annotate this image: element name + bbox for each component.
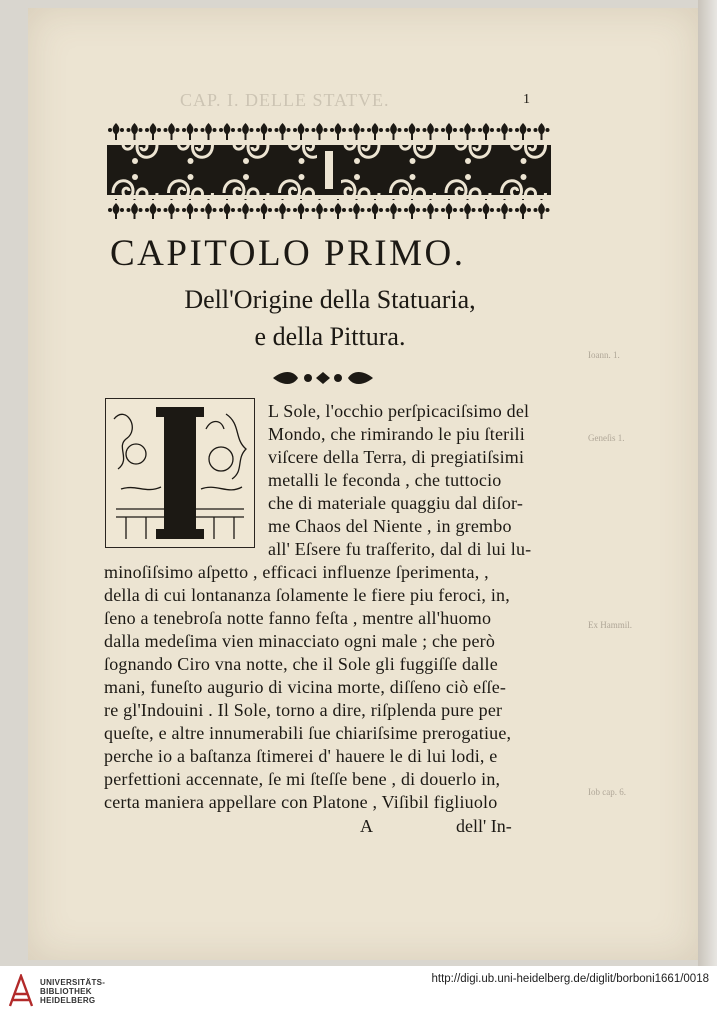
text-line: L Sole, l'occhio perſpicaciſsimo del <box>268 401 530 421</box>
faint-margin-note: Ioann. 1. <box>588 350 620 360</box>
viewer-footer <box>0 966 717 1016</box>
page-edge <box>698 0 717 966</box>
text-line: ſeno a tenebroſa notte fanno feſta , mentre all'huomo <box>104 608 492 628</box>
library-logo-icon[interactable] <box>8 974 34 1008</box>
text-line: mani, funeſto augurio di vicina morte, diſſeno ciò eſſe- <box>104 677 507 697</box>
text-line: perfettioni accennate, ſe mi ſteſſe bene , di douerlo in, <box>104 769 501 789</box>
bleed-through-heading: CAP. I. DELLE STATVE. <box>180 90 390 110</box>
faint-margin-note: Geneſis 1. <box>588 433 625 443</box>
faint-margin-note: Iob cap. 6. <box>588 787 626 797</box>
decorative-ornament-band <box>107 121 551 221</box>
library-name: UNIVERSITÄTS- BIBLIOTHEK HEIDELBERG <box>40 978 106 1005</box>
decorated-initial-woodcut <box>105 398 255 548</box>
text-line: queſte, e altre innumerabili ſue chiariſsime prerogatiue, <box>104 723 512 743</box>
text-line: dalla medeſima vien minacciato ogni male ; che però <box>104 631 496 651</box>
source-url-link[interactable]: http://digi.ub.uni-heidelberg.de/diglit/borboni1661/0018 <box>431 973 709 985</box>
text-line: perche io a baſtanza ſtimerei d' hauere le di lui lodi, e <box>104 746 498 766</box>
text-line: Mondo, che rimirando le piu ſterili <box>268 424 525 444</box>
fleuron-ornament <box>268 368 378 388</box>
faint-margin-note: Ex Hammil. <box>588 620 632 630</box>
text-line: ſognando Ciro vna notte, che il Sole gli fuggiſſe dalle <box>104 654 498 674</box>
text-line: metalli le feconda , che tuttocio <box>268 470 502 490</box>
text-line: certa maniera appellare con Platone , Viſibil figliuolo <box>104 792 498 812</box>
text-line: che di materiale quaggiu dal diſor- <box>268 493 524 513</box>
text-line: minoſiſsimo aſpetto , efficaci influenze ſperimenta, , <box>104 562 489 582</box>
text-line: viſcere della Terra, di pregiatiſsimi <box>268 447 525 467</box>
chapter-title: CAPITOLO PRIMO. <box>110 233 466 274</box>
text-line: all' Eſsere fu traſferito, dal di lui lu- <box>268 539 532 559</box>
signature-mark: A <box>360 816 373 836</box>
text-line: me Chaos del Niente , in grembo <box>268 516 512 536</box>
page-number: 1 <box>523 92 530 107</box>
chapter-subtitle-line-2: e della Pittura. <box>254 322 406 351</box>
catchword: dell' In- <box>456 816 512 836</box>
chapter-subtitle-line-1: Dell'Origine della Statuaria, <box>184 285 476 314</box>
text-line: della di cui lontananza ſolamente le fiere piu feroci, in, <box>104 585 510 605</box>
text-line: re gl'Indouini . Il Sole, torno a dire, riſplenda pure per <box>104 700 503 720</box>
